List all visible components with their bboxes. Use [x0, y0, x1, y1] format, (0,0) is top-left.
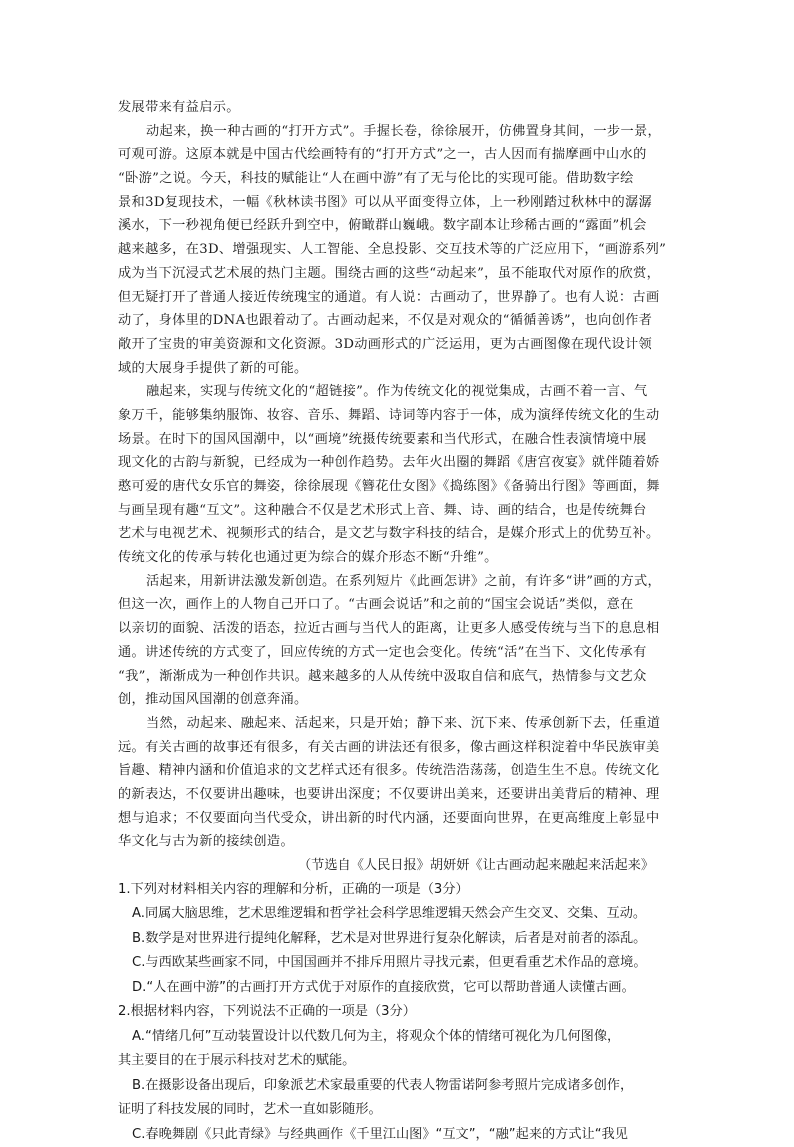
option-b-continued: 证明了科技发展的同时，艺术一直如影随形。 [118, 1102, 382, 1118]
article-line: 象万千，能够集纳服饰、妆容、音乐、舞蹈、诗词等内容于一体，成为演绎传统文化的生动 [118, 407, 660, 423]
option-a-continued: 其主要目的在于展示科技对艺术的赋能。 [118, 1053, 356, 1069]
option-a: A.“情绪几何”互动装置设计以代数几何为主，将观众个体的情绪可视化为几何图像， [132, 1028, 621, 1044]
article-line: 敞开了宝贵的审美资源和文化资源。3D动画形式的广泛运用，更为古画图像在现代设计领 [118, 336, 653, 352]
article-line: 动了，身体里的DNA也跟着动了。古画动起来，不仅是对观众的“循循善诱”，也向创作者 [118, 313, 653, 329]
option-a: A.同属大脑思维，艺术思维逻辑和哲学社会科学思维逻辑天然会产生交叉、交集、互动。 [132, 906, 647, 922]
article-line: “卧游”之说。今天，科技的赋能让“人在画中游”有了无与伦比的实现可能。借助数字绘 [118, 171, 634, 187]
article-line: 发展带来有益启示。 [118, 100, 240, 115]
article-line: 但这一次，画作上的人物自己开口了。“古画会说话”和之前的“国宝会说话”类似，意在 [118, 597, 634, 613]
option-c: C.春晚舞剧《只此青绿》与经典画作《千里江山图》“互文”，“融”起来的方式让“我见 [132, 1126, 628, 1142]
article-line: 与画呈现有趣“互文”。这种融合不仅是艺术形式上音、舞、诗、画的结合，也是传统舞台 [118, 502, 647, 518]
article-line: 溪水，下一秒视角便已经跃升到空中，俯瞰群山巍峨。数字副本让珍稀古画的“露面”机会 [118, 218, 647, 234]
article-line: 可观可游。这原本就是中国古代绘画特有的“打开方式”之一，古人因而有揣摩画中山水的 [118, 147, 647, 163]
article-line: 的新表达，不仅要讲出趣味，也要讲出深度；不仅要讲出美来，还要讲出美背后的精神、理 [118, 786, 660, 802]
article-line: 想与追求；不仅要面向当代受众，讲出新的时代内涵，还要面向世界，在更高维度上彰显中 [118, 810, 660, 826]
article-line: 以亲切的面貌、活泼的语态，拉近古画与当代人的距离，让更多人感受传统与当下的息息相 [118, 621, 660, 637]
question-2 [118, 1000, 678, 1147]
option-b: B.在摄影设备出现后，印象派艺术家最重要的代表人物雷诺阿参考照片完成诸多创作， [132, 1077, 634, 1093]
document-page [118, 96, 678, 1147]
article-line: 场景。在时下的国风国潮中，以“画境”统摄传统要素和当代形式，在融合性表演情境中展 [118, 431, 647, 447]
article-line: “我”，渐渐成为一种创作共识。越来越多的人从传统中汲取自信和底气，热情参与文艺众 [118, 668, 647, 684]
article-line: 成为当下沉浸式艺术展的热门主题。围绕古画的这些“动起来”，虽不能取代对原作的欣赏， [118, 265, 661, 281]
article-line: 融起来，实现与传统文化的“超链接”。作为传统文化的视觉集成，古画不着一言、气 [146, 384, 648, 400]
article-line: 憨可爱的唐代女乐官的舞姿，徐徐展现《簪花仕女图》《捣练图》《备骑出行图》等画面，舞 [118, 479, 660, 494]
article-line: 艺术与电视艺术、视频形式的结合，是文艺与数字科技的结合，是媒介形式上的优势互补。 [118, 526, 660, 542]
option-b: B.数学是对世界进行提纯化解释，艺术是对世界进行复杂化解读，后者是对前者的添乱。 [132, 930, 647, 946]
article-line: 活起来，用新讲法激发新创造。在系列短片《此画怎讲》之前，有许多“讲”画的方式， [146, 573, 662, 589]
article-line: 当然，动起来、融起来、活起来，只是开始；静下来、沉下来、传承创新下去，任重道 [146, 715, 661, 731]
article-line: 景和3D复现技术，一幅《秋林读书图》可以从平面变得立体，上一秒刚踏过秋林中的潺潺 [118, 194, 653, 210]
article-source: （节选自《人民日报》胡妍妍《让古画动起来融起来活起来》 [298, 858, 655, 873]
article-line: 域的大展身手提供了新的可能。 [118, 360, 308, 376]
article-line: 旨趣、精神内涵和价值追求的文艺样式还有很多。传统浩浩荡荡，创造生生不息。传统文化 [118, 763, 660, 779]
question-1 [118, 878, 678, 1001]
question-stem: 1.下列对材料相关内容的理解和分析，正确的一项是（3分） [118, 881, 469, 897]
article-line: 传统文化的传承与转化也通过更为综合的媒介形态不断“升维”。 [118, 550, 498, 566]
article-body [118, 96, 678, 854]
article-line: 现文化的古韵与新貌，已经成为一种创作趋势。去年火出圈的舞蹈《唐宫夜宴》就伴随着娇 [118, 455, 660, 471]
option-d: D.“人在画中游”的古画打开方式优于对原作的直接欣赏，它可以帮助普通人读懂古画。 [132, 979, 635, 995]
article-line: 创，推动国风国潮的创意奔涌。 [118, 692, 308, 708]
article-line: 但无疑打开了普通人接近传统瑰宝的通道。有人说：古画动了，世界静了。也有人说：古画 [118, 289, 660, 305]
article-line: 通。讲述传统的方式变了，回应传统的方式一定也会变化。传统“活”在当下、文化传承有 [118, 644, 647, 660]
article-line: 动起来，换一种古画的“打开方式”。手握长卷，徐徐展开，仿佛置身其间，一步一景， [146, 123, 662, 139]
article-line: 越来越多，在3D、增强现实、人工智能、全息投影、交互技术等的广泛应用下，“画游系列” [118, 242, 667, 258]
option-c: C.与西欧某些画家不同，中国国画并不排斥用照片寻找元素，但更看重艺术作品的意境。 [132, 955, 647, 971]
article-line: 华文化与古为新的接续创造。 [118, 834, 294, 850]
question-stem: 2.根据材料内容，下列说法不正确的一项是（3分） [118, 1004, 416, 1020]
article-line: 远。有关古画的故事还有很多，有关古画的讲法还有很多，像古画这样积淀着中华民族审美 [118, 739, 660, 755]
